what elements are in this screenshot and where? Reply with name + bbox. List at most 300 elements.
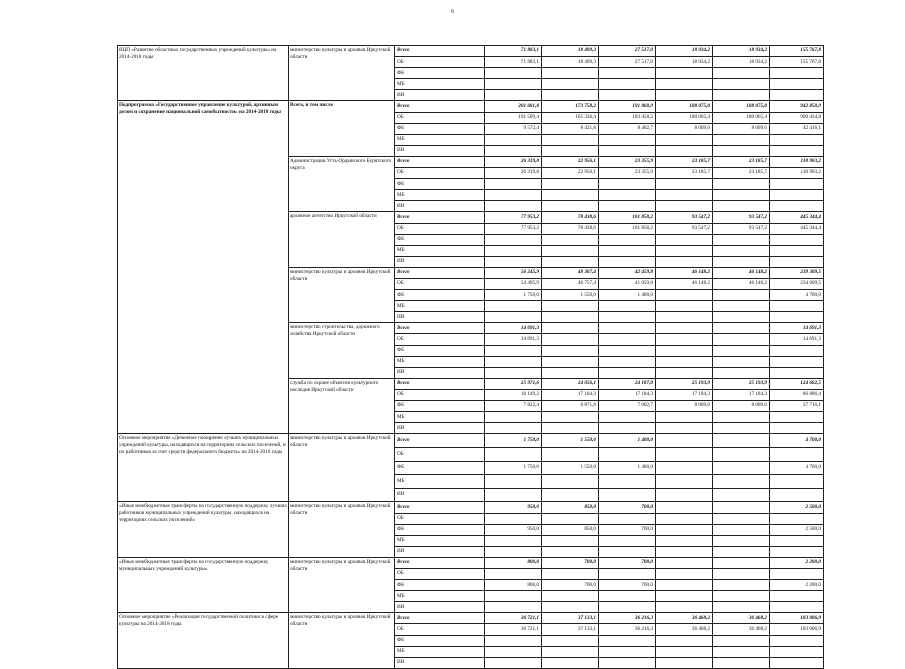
amount-total-cell	[770, 134, 824, 145]
amount-cell	[599, 535, 656, 546]
amount-cell	[656, 68, 713, 79]
amount-cell	[485, 345, 542, 356]
amount-total-cell	[770, 145, 824, 156]
amount-cell	[485, 145, 542, 156]
amount-cell	[713, 190, 770, 201]
amount-cell	[599, 412, 656, 423]
amount-cell: 23 355,9	[599, 156, 656, 167]
amount-cell	[542, 134, 599, 145]
amount-cell	[599, 356, 656, 367]
amount-cell: 18 499,3	[542, 57, 599, 68]
amount-cell: 14 691,3	[485, 323, 542, 334]
funding-source-cell: Всего	[395, 46, 485, 57]
amount-total-cell	[770, 423, 824, 434]
amount-cell	[542, 334, 599, 345]
amount-cell	[713, 345, 770, 356]
amount-cell: 93 547,2	[656, 212, 713, 223]
amount-cell	[485, 635, 542, 646]
amount-total-cell	[770, 475, 824, 489]
amount-total-cell: 14 691,3	[770, 323, 824, 334]
amount-cell	[485, 367, 542, 378]
amount-cell: 800,0	[485, 557, 542, 568]
amount-cell	[485, 134, 542, 145]
amount-cell: 36 721,1	[485, 624, 542, 635]
amount-cell: 22 956,1	[542, 156, 599, 167]
amount-total-cell: 4 700,0	[770, 461, 824, 475]
amount-cell	[542, 234, 599, 245]
funding-source-cell: ОБ	[395, 568, 485, 579]
amount-cell	[599, 312, 656, 323]
program-name-cell: «Иные межбюджетные трансферты на государственную поддержку муниципальных учреждений культуры»	[118, 557, 289, 612]
amount-cell: 46 148,2	[713, 267, 770, 278]
funding-source-cell: ФБ	[395, 179, 485, 190]
amount-cell: 36 468,2	[656, 613, 713, 624]
funding-source-cell: ФБ	[395, 580, 485, 591]
amount-cell: 22 956,1	[542, 168, 599, 179]
amount-cell	[713, 423, 770, 434]
amount-total-cell	[770, 190, 824, 201]
amount-cell	[542, 179, 599, 190]
amount-cell	[542, 345, 599, 356]
amount-total-cell: 155 767,8	[770, 57, 824, 68]
amount-cell: 165 336,4	[542, 112, 599, 123]
amount-total-cell: 2 200,0	[770, 557, 824, 568]
amount-total-cell	[770, 488, 824, 502]
amount-cell: 7 002,7	[599, 401, 656, 412]
amount-total-cell	[770, 301, 824, 312]
funding-source-cell: МБ	[395, 301, 485, 312]
amount-cell	[656, 568, 713, 579]
amount-cell: 24 187,0	[599, 378, 656, 389]
amount-total-cell: 2 500,0	[770, 524, 824, 535]
amount-cell	[542, 602, 599, 613]
amount-cell	[542, 535, 599, 546]
responsible-executor-cell: министерство культуры и архивов Иркутской области	[289, 557, 395, 612]
amount-cell: 71 883,1	[485, 46, 542, 57]
program-name-cell: Основное мероприятие «Реализация государственной политики в сфере культуры на 2014-2018 годы	[118, 613, 289, 668]
amount-cell: 23 185,7	[713, 156, 770, 167]
amount-cell	[542, 657, 599, 668]
funding-source-cell: Всего	[395, 156, 485, 167]
amount-cell	[656, 434, 713, 448]
funding-source-cell: МБ	[395, 79, 485, 90]
amount-cell	[599, 256, 656, 267]
amount-cell: 36 216,3	[599, 624, 656, 635]
table-row-total	[118, 557, 824, 568]
amount-total-cell	[770, 256, 824, 267]
amount-cell: 6 871,8	[542, 401, 599, 412]
funding-source-cell: Всего	[395, 212, 485, 223]
funding-source-cell: МБ	[395, 535, 485, 546]
table-row-total	[118, 101, 824, 112]
amount-cell	[713, 568, 770, 579]
amount-cell	[713, 546, 770, 557]
amount-cell	[485, 535, 542, 546]
amount-cell	[656, 145, 713, 156]
amount-cell: 18 499,3	[542, 46, 599, 57]
amount-cell	[656, 657, 713, 668]
amount-cell	[713, 502, 770, 513]
amount-cell	[713, 461, 770, 475]
amount-cell: 1 400,0	[599, 290, 656, 301]
amount-total-cell: 37 716,1	[770, 401, 824, 412]
amount-total-cell	[770, 245, 824, 256]
amount-cell	[599, 646, 656, 657]
amount-cell	[713, 290, 770, 301]
amount-cell	[542, 201, 599, 212]
amount-cell	[485, 79, 542, 90]
amount-cell	[542, 79, 599, 90]
amount-cell	[656, 557, 713, 568]
amount-cell: 46 757,4	[542, 278, 599, 289]
amount-cell: 1 550,0	[542, 290, 599, 301]
amount-cell	[656, 201, 713, 212]
amount-cell	[713, 646, 770, 657]
amount-cell: 7 822,4	[485, 401, 542, 412]
amount-cell	[656, 546, 713, 557]
amount-cell: 1 550,0	[542, 434, 599, 448]
amount-cell	[599, 447, 656, 461]
amount-cell: 23 185,7	[713, 168, 770, 179]
funding-source-cell: Всего	[395, 378, 485, 389]
amount-total-cell	[770, 68, 824, 79]
amount-cell	[656, 290, 713, 301]
amount-cell	[713, 513, 770, 524]
responsible-executor-cell: министерство культуры и архивов Иркутской области	[289, 613, 395, 668]
funding-source-cell: Всего	[395, 267, 485, 278]
amount-cell	[656, 312, 713, 323]
amount-cell: 800,0	[485, 580, 542, 591]
amount-total-cell: 4 700,0	[770, 434, 824, 448]
amount-total-cell: 124 602,5	[770, 378, 824, 389]
amount-cell	[599, 635, 656, 646]
amount-cell: 201 681,8	[485, 101, 542, 112]
amount-cell	[713, 256, 770, 267]
amount-cell	[656, 179, 713, 190]
amount-total-cell	[770, 345, 824, 356]
amount-cell: 14 691,3	[485, 334, 542, 345]
amount-cell	[542, 447, 599, 461]
funding-source-cell: ОБ	[395, 278, 485, 289]
amount-cell: 42 459,8	[599, 267, 656, 278]
amount-total-cell	[770, 591, 824, 602]
amount-total-cell	[770, 568, 824, 579]
funding-source-cell: ИИ	[395, 90, 485, 101]
program-name-cell: Основное мероприятие «Денежное поощрение лучших муниципальных учреждений культуры, находящихся на территориях сельских поселений, и их работников за счет средств федерального бюджета» на 2014-2016 годы	[118, 434, 289, 502]
amount-cell	[656, 345, 713, 356]
amount-cell	[542, 488, 599, 502]
amount-cell: 18 934,2	[656, 57, 713, 68]
amount-cell: 101 858,2	[599, 223, 656, 234]
funding-source-cell: ИИ	[395, 546, 485, 557]
amount-cell: 1 400,0	[599, 434, 656, 448]
amount-cell	[599, 201, 656, 212]
amount-cell	[713, 602, 770, 613]
amount-cell	[599, 79, 656, 90]
funding-source-cell: ОБ	[395, 334, 485, 345]
amount-cell	[485, 447, 542, 461]
amount-cell	[713, 312, 770, 323]
amount-cell: 8 009,6	[656, 401, 713, 412]
funding-source-cell: ИИ	[395, 657, 485, 668]
amount-cell	[485, 356, 542, 367]
responsible-executor-cell: министерство культуры и архивов Иркутской области	[289, 46, 395, 101]
amount-cell	[542, 90, 599, 101]
funding-source-cell: ФБ	[395, 234, 485, 245]
amount-cell: 18 934,2	[656, 46, 713, 57]
amount-cell	[713, 245, 770, 256]
funding-source-cell: ОБ	[395, 389, 485, 400]
amount-total-cell	[770, 602, 824, 613]
amount-cell	[656, 646, 713, 657]
amount-cell	[713, 580, 770, 591]
amount-cell	[485, 301, 542, 312]
amount-total-cell: 234 609,5	[770, 278, 824, 289]
amount-cell	[599, 323, 656, 334]
amount-total-cell	[770, 412, 824, 423]
funding-source-cell: ОБ	[395, 223, 485, 234]
funding-source-cell: ФБ	[395, 123, 485, 134]
amount-cell	[599, 245, 656, 256]
amount-total-cell	[770, 513, 824, 524]
responsible-executor-cell: служба по охране объектов культурного наследия Иркутской области	[289, 378, 395, 433]
amount-cell: 188 075,0	[656, 101, 713, 112]
amount-total-cell	[770, 179, 824, 190]
funding-source-cell: МБ	[395, 591, 485, 602]
amount-cell: 18 934,2	[713, 57, 770, 68]
amount-cell: 950,0	[485, 524, 542, 535]
amount-cell: 9 572,4	[485, 123, 542, 134]
amount-cell: 850,0	[542, 502, 599, 513]
amount-cell	[656, 245, 713, 256]
funding-source-cell: МБ	[395, 190, 485, 201]
amount-cell	[485, 412, 542, 423]
amount-total-cell: 155 767,8	[770, 46, 824, 57]
amount-cell	[599, 301, 656, 312]
amount-cell: 23 185,7	[656, 168, 713, 179]
amount-cell: 18 934,2	[713, 46, 770, 57]
amount-total-cell: 183 006,9	[770, 624, 824, 635]
amount-total-cell: 118 903,2	[770, 168, 824, 179]
amount-cell	[542, 546, 599, 557]
amount-cell: 8 009,6	[656, 123, 713, 134]
amount-cell: 56 245,9	[485, 267, 542, 278]
amount-cell	[656, 367, 713, 378]
amount-cell	[656, 134, 713, 145]
amount-cell	[656, 412, 713, 423]
amount-cell	[485, 190, 542, 201]
amount-cell	[599, 334, 656, 345]
funding-source-cell: МБ	[395, 412, 485, 423]
amount-cell	[599, 134, 656, 145]
amount-total-cell	[770, 546, 824, 557]
program-name-cell: ВЦП «Развитие областных государственных учреждений культуры» на 2014-2018 годы	[118, 46, 289, 101]
amount-cell	[485, 68, 542, 79]
amount-cell: 24 056,1	[542, 378, 599, 389]
amount-cell	[485, 475, 542, 489]
amount-total-cell	[770, 657, 824, 668]
amount-cell	[542, 256, 599, 267]
amount-cell	[542, 145, 599, 156]
amount-cell: 46 148,2	[656, 267, 713, 278]
amount-cell: 17 184,3	[542, 389, 599, 400]
amount-cell: 700,0	[599, 580, 656, 591]
amount-cell	[656, 524, 713, 535]
amount-cell: 17 184,3	[656, 389, 713, 400]
funding-source-cell: МБ	[395, 646, 485, 657]
amount-cell	[656, 602, 713, 613]
amount-total-cell	[770, 646, 824, 657]
funding-source-cell: ОБ	[395, 168, 485, 179]
amount-cell	[713, 179, 770, 190]
amount-cell	[599, 475, 656, 489]
amount-cell	[542, 423, 599, 434]
amount-cell: 46 148,2	[656, 278, 713, 289]
amount-total-cell: 445 344,4	[770, 223, 824, 234]
amount-cell: 26 319,8	[485, 156, 542, 167]
amount-cell	[599, 423, 656, 434]
amount-total-cell: 239 309,5	[770, 267, 824, 278]
amount-cell	[656, 190, 713, 201]
responsible-executor-cell: министерство культуры и архивов Иркутской области	[289, 267, 395, 322]
funding-source-cell: ИИ	[395, 488, 485, 502]
amount-cell	[599, 513, 656, 524]
amount-cell	[485, 201, 542, 212]
amount-cell	[713, 447, 770, 461]
amount-cell	[656, 502, 713, 513]
amount-cell	[713, 68, 770, 79]
amount-cell: 93 547,2	[713, 223, 770, 234]
amount-total-cell: 4 700,0	[770, 290, 824, 301]
amount-cell	[713, 134, 770, 145]
amount-total-cell: 900 434,8	[770, 112, 824, 123]
funding-source-cell: ОБ	[395, 57, 485, 68]
amount-cell: 700,0	[599, 557, 656, 568]
amount-total-cell	[770, 367, 824, 378]
amount-cell	[656, 234, 713, 245]
funding-source-cell: ИИ	[395, 145, 485, 156]
funding-source-cell: ОБ	[395, 112, 485, 123]
amount-cell: 36 216,3	[599, 613, 656, 624]
amount-cell: 700,0	[599, 502, 656, 513]
amount-cell	[542, 635, 599, 646]
amount-total-cell: 118 903,2	[770, 156, 824, 167]
amount-cell	[713, 488, 770, 502]
amount-cell	[485, 90, 542, 101]
amount-total-cell	[770, 312, 824, 323]
amount-cell	[656, 461, 713, 475]
amount-cell	[713, 557, 770, 568]
amount-total-cell	[770, 447, 824, 461]
amount-cell	[713, 475, 770, 489]
funding-source-cell: ФБ	[395, 290, 485, 301]
funding-source-cell: МБ	[395, 475, 485, 489]
funding-source-cell: Всего	[395, 323, 485, 334]
amount-cell: 180 065,4	[656, 112, 713, 123]
funding-source-cell: ОБ	[395, 513, 485, 524]
amount-cell: 25 193,9	[656, 378, 713, 389]
amount-cell	[713, 591, 770, 602]
responsible-executor-cell: Всего, в том числе	[289, 101, 395, 156]
amount-cell: 8 009,6	[713, 401, 770, 412]
amount-cell	[713, 635, 770, 646]
responsible-executor-cell: министерство культуры и архивов Иркутской области	[289, 434, 395, 502]
amount-cell: 18 149,2	[485, 389, 542, 400]
amount-cell: 26 319,8	[485, 168, 542, 179]
amount-cell: 48 307,4	[542, 267, 599, 278]
amount-cell	[485, 179, 542, 190]
amount-cell	[713, 434, 770, 448]
table-row-total	[118, 434, 824, 448]
amount-cell: 173 758,2	[542, 101, 599, 112]
amount-cell: 37 133,1	[542, 624, 599, 635]
amount-cell	[485, 546, 542, 557]
amount-cell	[542, 68, 599, 79]
amount-cell: 37 133,1	[542, 613, 599, 624]
amount-cell: 77 953,2	[485, 212, 542, 223]
funding-source-cell: ИИ	[395, 312, 485, 323]
amount-cell	[713, 79, 770, 90]
amount-cell: 23 355,9	[599, 168, 656, 179]
amount-cell	[599, 190, 656, 201]
amount-cell: 23 185,7	[656, 156, 713, 167]
funding-source-cell: МБ	[395, 134, 485, 145]
amount-cell: 17 184,3	[713, 389, 770, 400]
amount-cell: 46 148,2	[713, 278, 770, 289]
amount-cell	[713, 657, 770, 668]
amount-cell	[485, 234, 542, 245]
amount-total-cell: 2 500,0	[770, 502, 824, 513]
amount-total-cell	[770, 201, 824, 212]
amount-cell: 27 517,0	[599, 46, 656, 57]
amount-cell: 41 059,8	[599, 278, 656, 289]
responsible-executor-cell: министерство строительства, дорожного хозяйства Иркутской области	[289, 323, 395, 378]
amount-cell	[656, 535, 713, 546]
amount-cell	[599, 568, 656, 579]
amount-cell	[599, 488, 656, 502]
amount-total-cell: 42 416,1	[770, 123, 824, 134]
amount-cell	[485, 488, 542, 502]
amount-cell	[656, 635, 713, 646]
amount-cell: 77 953,2	[485, 223, 542, 234]
amount-total-cell: 2 200,0	[770, 580, 824, 591]
funding-source-cell: Всего	[395, 613, 485, 624]
amount-cell: 700,0	[542, 557, 599, 568]
amount-cell: 188 075,0	[713, 101, 770, 112]
amount-cell	[599, 90, 656, 101]
amount-cell: 36 721,1	[485, 613, 542, 624]
amount-cell	[485, 646, 542, 657]
amount-cell	[485, 312, 542, 323]
amount-cell	[656, 488, 713, 502]
amount-cell	[713, 412, 770, 423]
amount-cell	[599, 145, 656, 156]
amount-total-cell: 183 006,9	[770, 613, 824, 624]
funding-source-cell: ИИ	[395, 367, 485, 378]
amount-cell	[713, 334, 770, 345]
amount-cell: 191 509,4	[485, 112, 542, 123]
amount-cell	[713, 145, 770, 156]
amount-cell	[656, 79, 713, 90]
funding-source-cell: ИИ	[395, 201, 485, 212]
amount-cell	[485, 602, 542, 613]
amount-cell	[485, 245, 542, 256]
amount-cell: 17 184,3	[599, 389, 656, 400]
funding-source-cell: ИИ	[395, 602, 485, 613]
page-number: 6	[451, 9, 454, 15]
amount-cell	[542, 245, 599, 256]
amount-cell	[599, 68, 656, 79]
